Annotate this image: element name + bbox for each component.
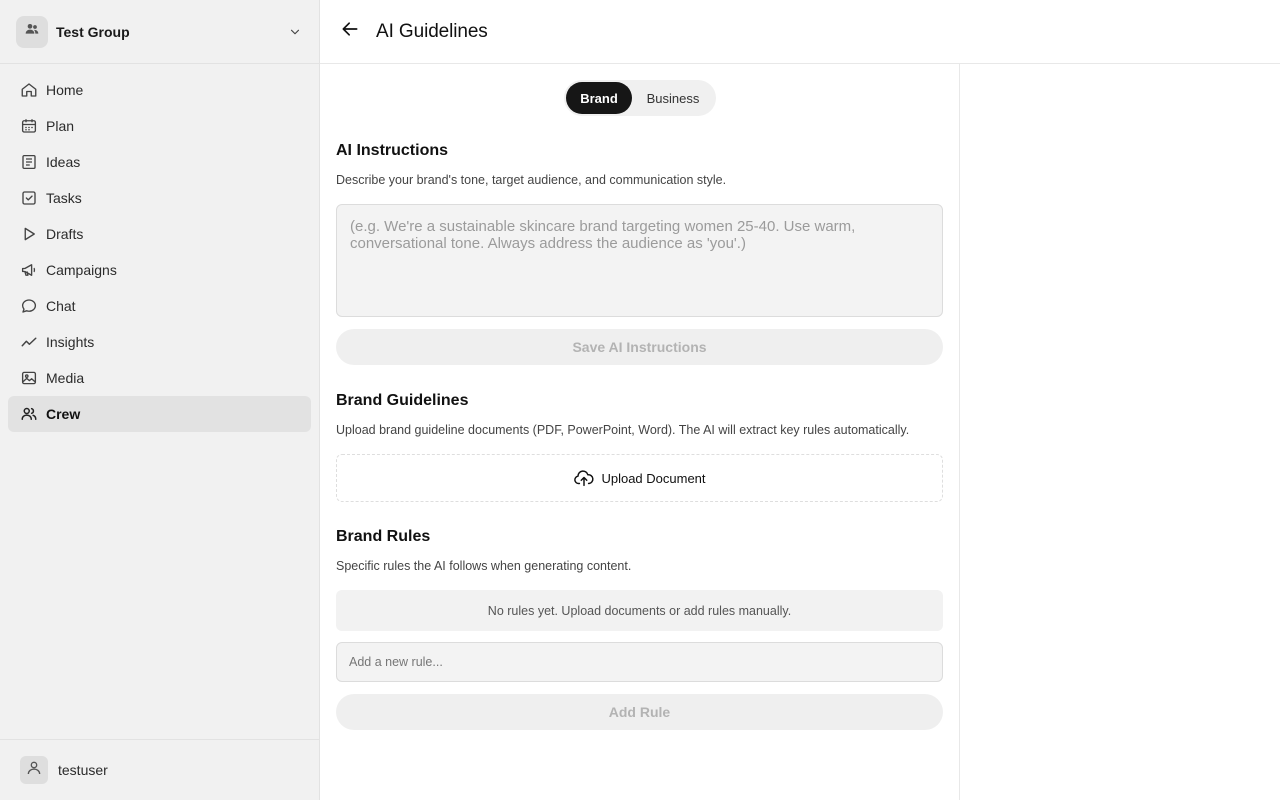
sidebar-item-label: Ideas	[46, 154, 81, 170]
save-ai-instructions-button[interactable]: Save AI Instructions	[336, 329, 943, 365]
cloud-upload-icon	[573, 467, 595, 489]
sidebar-item-label: Chat	[46, 298, 76, 314]
user-icon	[25, 759, 43, 782]
chevron-down-icon[interactable]	[287, 24, 303, 40]
sidebar-item-home[interactable]	[8, 72, 311, 108]
sidebar-nav	[0, 64, 319, 432]
users-icon	[20, 405, 38, 423]
avatar	[20, 756, 48, 784]
sidebar-item-chat[interactable]	[8, 288, 311, 324]
group-icon	[24, 21, 40, 42]
group-avatar	[16, 16, 48, 48]
megaphone-icon	[20, 261, 38, 279]
ai-instructions-textarea[interactable]	[336, 204, 943, 317]
sidebar-item-label: Crew	[46, 406, 81, 422]
checkbox-icon	[20, 189, 38, 207]
sidebar-item-drafts[interactable]	[8, 216, 311, 252]
sidebar-item-label: Tasks	[46, 190, 82, 206]
back-button[interactable]	[336, 18, 364, 46]
ai-instructions-description: Describe your brand's tone, target audience, and communication style.	[336, 173, 727, 187]
sidebar-item-tasks[interactable]	[8, 180, 311, 216]
trend-line-icon	[20, 333, 38, 351]
page-header	[320, 0, 1280, 64]
page-title: AI Guidelines	[376, 20, 488, 42]
brand-guidelines-description: Upload brand guideline documents (PDF, PowerPoint, Word). The AI will extract key rules automatically.	[336, 423, 910, 437]
sidebar-item-media[interactable]	[8, 360, 311, 396]
group-name: Test Group	[56, 23, 130, 40]
brand-guidelines-title: Brand Guidelines	[336, 392, 469, 409]
sidebar-item-label: Insights	[46, 334, 95, 350]
main-content	[320, 64, 960, 800]
arrow-left-icon	[340, 19, 360, 44]
new-rule-input[interactable]	[336, 642, 943, 682]
brand-rules-title: Brand Rules	[336, 528, 431, 545]
calendar-icon	[20, 117, 38, 135]
sidebar	[0, 0, 320, 800]
play-icon	[20, 225, 38, 243]
sidebar-item-label: Home	[46, 82, 84, 98]
image-icon	[20, 369, 38, 387]
notebook-icon	[20, 153, 38, 171]
sidebar-item-label: Campaigns	[46, 262, 117, 278]
sidebar-item-label: Plan	[46, 118, 75, 134]
segmented-control	[564, 80, 716, 116]
sidebar-item-campaigns[interactable]	[8, 252, 311, 288]
user-name: testuser	[58, 762, 108, 778]
brand-rules-description: Specific rules the AI follows when generating content.	[336, 559, 632, 573]
sidebar-item-plan[interactable]	[8, 108, 311, 144]
sidebar-item-label: Media	[46, 370, 85, 386]
sidebar-item-crew[interactable]	[8, 396, 311, 432]
upload-document-label: Upload Document	[601, 470, 706, 486]
user-menu[interactable]	[0, 739, 319, 800]
sidebar-item-label: Drafts	[46, 226, 84, 242]
right-panel	[961, 64, 1280, 800]
sidebar-item-ideas[interactable]	[8, 144, 311, 180]
chat-bubble-icon	[20, 297, 38, 315]
sidebar-item-insights[interactable]	[8, 324, 311, 360]
rules-empty-state: No rules yet. Upload documents or add rules manually.	[336, 590, 943, 631]
home-icon	[20, 81, 38, 99]
tab-brand[interactable]: Brand	[566, 82, 632, 114]
upload-document-button[interactable]	[336, 454, 943, 502]
ai-instructions-title: AI Instructions	[336, 142, 449, 159]
add-rule-button[interactable]: Add Rule	[336, 694, 943, 730]
tab-business[interactable]: Business	[646, 90, 700, 106]
group-switcher[interactable]	[0, 0, 319, 64]
